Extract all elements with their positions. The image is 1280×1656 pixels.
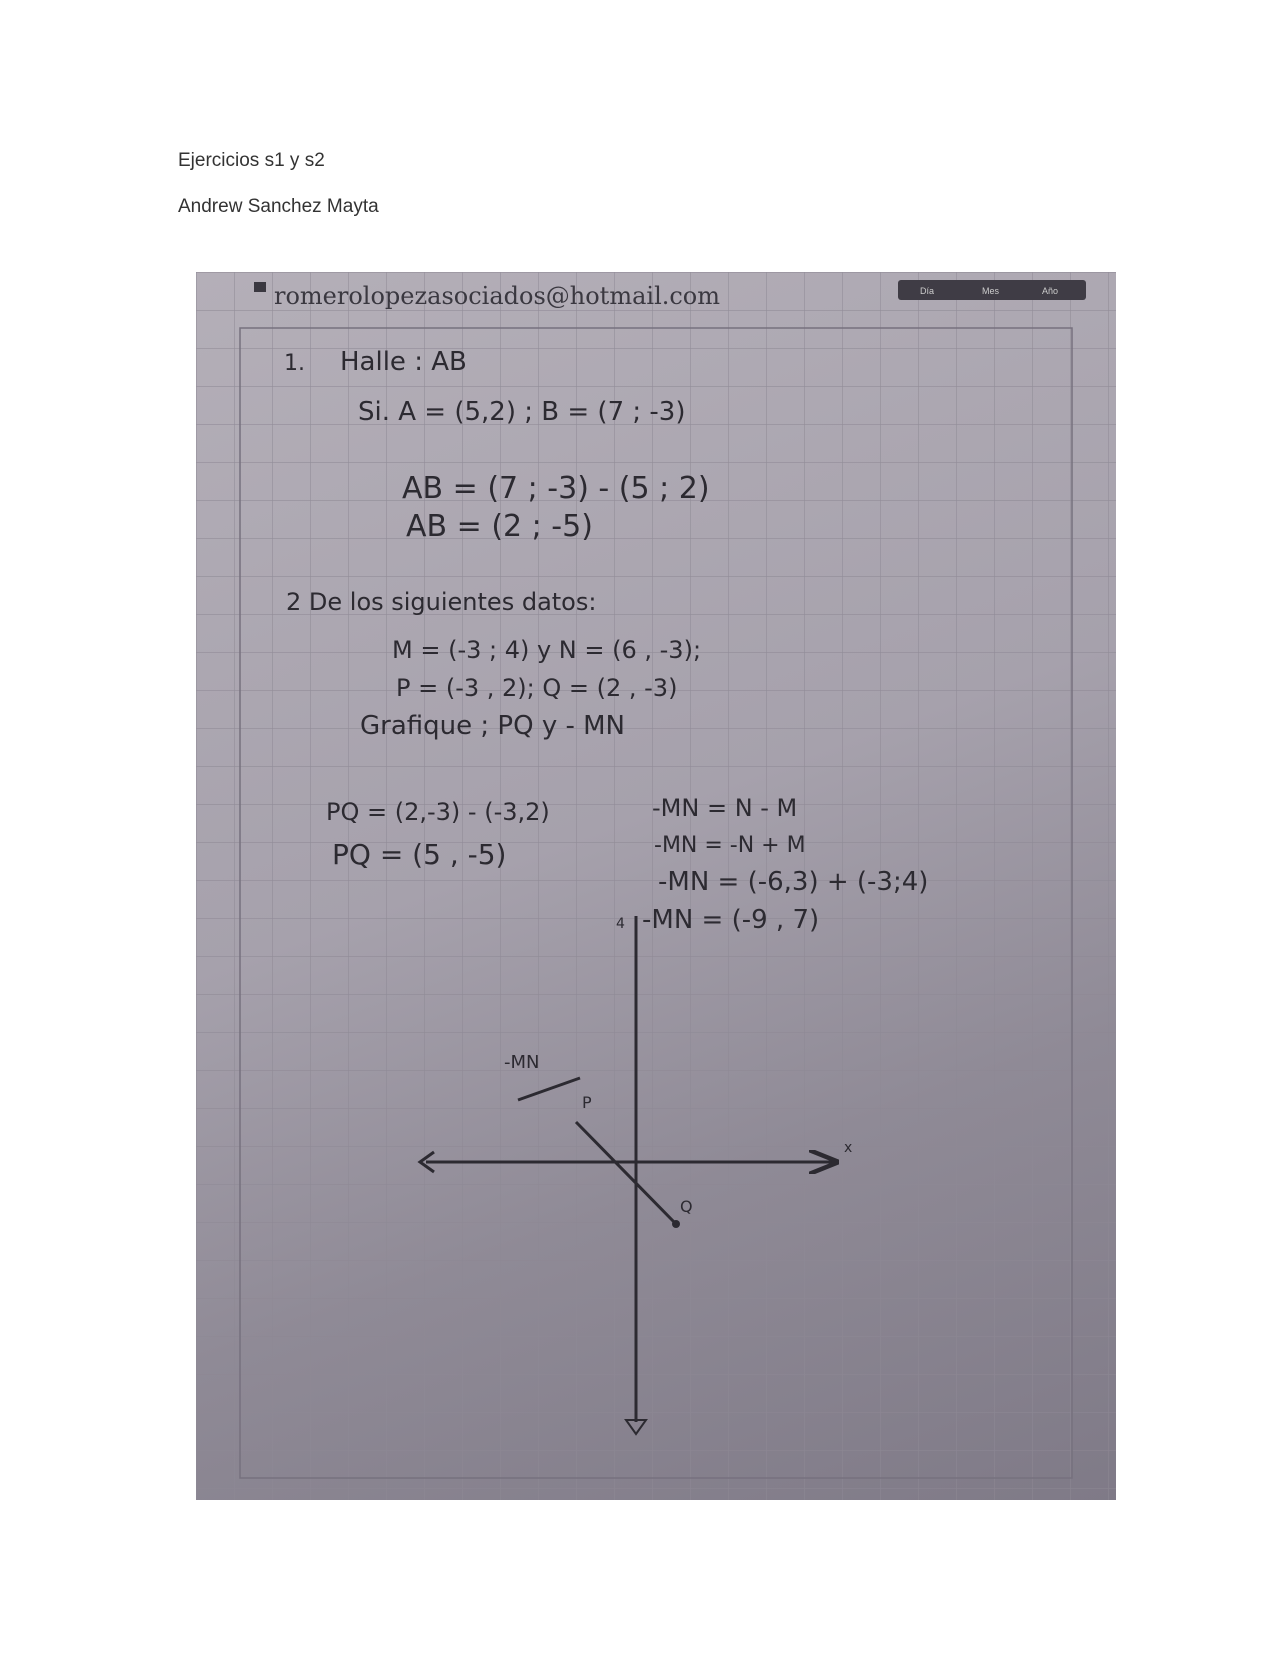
document-title: Ejercicios s1 y s2 — [178, 150, 325, 171]
email-icon — [254, 282, 266, 292]
label-p: P — [582, 1093, 592, 1112]
mn-line2: -MN = -N + M — [654, 833, 806, 858]
document-author: Andrew Sanchez Mayta — [178, 196, 379, 217]
date-label-month: Mes — [982, 286, 1000, 296]
exercise2-line2: P = (-3 , 2); Q = (2 , -3) — [396, 674, 678, 702]
exercise2-prompt: 2 De los siguientes datos: — [286, 588, 597, 616]
y-axis-tick-label: 4 — [616, 916, 625, 932]
exercise1-given: Si. A = (5,2) ; B = (7 ; -3) — [358, 397, 686, 427]
grid-paper — [196, 272, 1116, 1500]
exercise1-step1: AB = (7 ; -3) - (5 ; 2) — [402, 471, 710, 506]
mn-line3: -MN = (-6,3) + (-3;4) — [658, 867, 929, 897]
exercise1-prompt: Halle : AB — [340, 347, 467, 377]
label-minus-mn: -MN — [504, 1052, 540, 1073]
header-email: romerolopezasociados@hotmail.com — [274, 282, 721, 310]
date-label-year: Año — [1042, 286, 1059, 296]
label-q: Q — [680, 1197, 693, 1216]
notebook-page — [196, 272, 1116, 1500]
exercise1-number: 1. — [284, 351, 305, 376]
mn-line1: -MN = N - M — [652, 794, 798, 822]
notebook-photo — [196, 272, 1116, 1500]
pq-line1: PQ = (2,-3) - (-3,2) — [326, 798, 550, 826]
exercise2-line3: Grafique ; PQ y - MN — [360, 711, 626, 741]
date-label-day: Día — [920, 286, 935, 296]
exercise1-step2: AB = (2 ; -5) — [406, 509, 593, 544]
exercise2-line1: M = (-3 ; 4) y N = (6 , -3); — [392, 636, 702, 664]
x-axis-label: x — [844, 1140, 853, 1156]
mn-line4: -MN = (-9 , 7) — [642, 905, 820, 935]
point-q — [672, 1220, 680, 1228]
pq-line2: PQ = (5 , -5) — [332, 838, 507, 871]
